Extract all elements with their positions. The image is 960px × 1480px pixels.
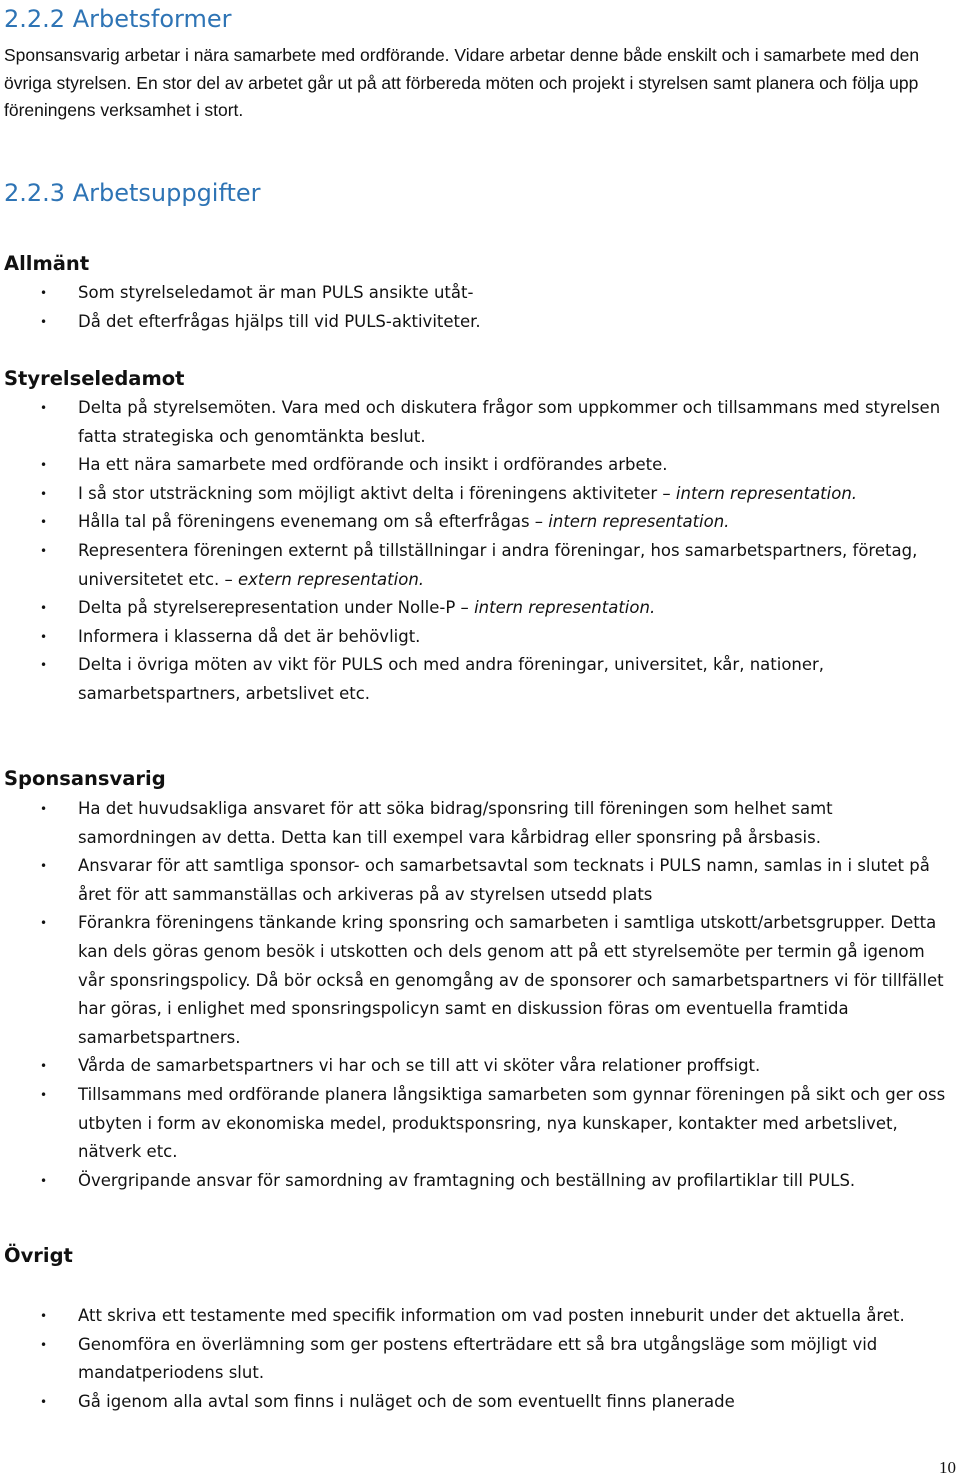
list-item <box>0 451 952 480</box>
section-heading-arbetsformer: 2.2.2 Arbetsformer <box>4 5 232 33</box>
list-item <box>0 537 952 594</box>
list-item-text: Ha ett nära samarbete med ordförande och insikt i ordförandes arbete. <box>78 455 668 475</box>
bullet-icon: • <box>40 515 48 530</box>
list-item <box>0 1167 952 1196</box>
list-item <box>0 480 952 509</box>
list-item <box>0 1331 952 1388</box>
list-item <box>0 1388 952 1417</box>
list-item <box>0 623 952 652</box>
bullet-icon: • <box>40 601 48 616</box>
bullet-icon: • <box>40 458 48 473</box>
subheading-sponsansvarig: Sponsansvarig <box>4 767 166 790</box>
allmant-list <box>0 279 952 336</box>
list-item <box>0 594 952 623</box>
subheading-ovrigt: Övrigt <box>4 1244 73 1267</box>
bullet-icon: • <box>40 1059 48 1074</box>
list-item <box>0 394 952 451</box>
list-item <box>0 795 952 852</box>
ovrigt-list <box>0 1302 952 1416</box>
list-item-text: Delta på styrelserepresentation under Nolle-P – <box>78 598 475 618</box>
list-item-text: Tillsammans med ordförande planera långsiktiga samarbeten som gynnar föreningen på sikt och ger oss utbyten i form av ekonomiska medel, produktsponsring, nya kunskaper, kontakter med arbetslivet, nätverk etc. <box>78 1084 946 1162</box>
list-item-text: Ha det huvudsakliga ansvaret för att söka bidrag/sponsring till föreningen som helhet samt samordningen av detta. Detta kan till exempel vara kårbidrag eller sponsring på årsbasis. <box>78 799 833 847</box>
list-item <box>0 1302 952 1331</box>
list-item-text: Informera i klasserna då det är behövligt. <box>78 626 421 646</box>
list-item-text: Representera föreningen externt på tillställningar i andra föreningar, hos samarbetspartners, företag, universitetet etc. – <box>78 540 918 589</box>
styrelseledamot-list <box>0 394 952 709</box>
list-item-emphasis: intern representation. <box>474 598 656 618</box>
list-item-emphasis: intern representation. <box>548 512 730 532</box>
list-item-text: Ansvarar för att samtliga sponsor- och samarbetsavtal som tecknats i PULS namn, samlas in i slutet på året för att sammanställas och arkiveras på av styrelsen utsedd plats <box>78 856 930 904</box>
section-heading-arbetsuppgifter: 2.2.3 Arbetsuppgifter <box>4 179 261 207</box>
list-item-text: Förankra föreningens tänkande kring sponsring och samarbeten i samtliga utskott/arbetsgrupper. Detta kan dels göras genom besök i utskotten och dels genom att på ett styrelsemöte per termin gå igenom vår sponsringspolicy. Då bör också en genomgång av de sponsorer och samarbetspartners vi för tillfället har göras, i enlighet med sponsringspolicyn samt en diskussion föras om eventuella framtida samarbetspartners. <box>78 913 944 1047</box>
list-item-text: Genomföra en överlämning som ger postens efterträdare ett så bra utgångsläge som möjligt vid mandatperiodens slut. <box>78 1334 878 1383</box>
subheading-styrelseledamot: Styrelseledamot <box>4 367 185 390</box>
list-item-text: Gå igenom alla avtal som finns i nuläget och de som eventuellt finns planerade <box>78 1391 735 1411</box>
bullet-icon: • <box>40 1173 48 1188</box>
bullet-icon: • <box>40 1394 48 1409</box>
list-item-text: Vårda de samarbetspartners vi har och se till att vi sköter våra relationer proffsigt. <box>78 1056 761 1076</box>
bullet-icon: • <box>40 1087 48 1102</box>
arbetsformer-paragraph: Sponsansvarig arbetar i nära samarbete med ordförande. Vidare arbetar denne både enskilt och i samarbete med den övriga styrelsen. En stor del av arbetet går ut på att förbereda möten och projekt i styrelsen samt planera och följa upp föreningens verksamhet i stort. <box>4 45 920 120</box>
list-item <box>0 508 952 537</box>
list-item-text: Övergripande ansvar för samordning av framtagning och beställning av profilartiklar till PULS. <box>78 1170 856 1190</box>
bullet-icon: • <box>40 859 48 874</box>
subheading-allmant: Allmänt <box>4 252 90 275</box>
bullet-icon: • <box>40 1337 48 1352</box>
bullet-icon: • <box>40 1309 48 1323</box>
list-item-text: Delta i övriga möten av vikt för PULS och med andra föreningar, universitet, kår, nationer, samarbetspartners, arbetslivet etc. <box>78 655 825 703</box>
list-item <box>0 308 952 337</box>
list-item-text: Att skriva ett testamente med specifik information om vad posten inneburit under det aktuella året. <box>78 1306 905 1325</box>
bullet-icon: • <box>40 543 48 558</box>
bullet-icon: • <box>40 916 48 931</box>
list-item <box>0 909 952 1052</box>
bullet-icon: • <box>40 286 48 300</box>
list-item-emphasis: intern representation. <box>675 483 858 503</box>
list-item <box>0 1081 952 1167</box>
sponsansvarig-list <box>0 795 952 1195</box>
bullet-icon: • <box>40 802 48 816</box>
list-item <box>0 1052 952 1081</box>
bullet-icon: • <box>40 486 48 501</box>
list-item-text: Hålla tal på föreningens evenemang om så efterfrågas – <box>78 512 549 532</box>
bullet-icon: • <box>40 658 48 673</box>
bullet-icon: • <box>40 629 48 644</box>
list-item-text: Delta på styrelsemöten. Vara med och diskutera frågor som uppkommer och tillsammans med styrelsen fatta strategiska och genomtänkta beslut. <box>78 398 941 446</box>
list-item-emphasis: extern representation. <box>238 569 425 589</box>
list-item-text: Som styrelseledamot är man PULS ansikte utåt- <box>78 283 474 302</box>
list-item <box>0 279 952 308</box>
list-item-text: Då det efterfrågas hjälps till vid PULS-aktiviteter. <box>78 311 481 331</box>
list-item <box>0 651 952 708</box>
bullet-icon: • <box>40 401 48 415</box>
page-number: 10 <box>939 1458 956 1477</box>
list-item <box>0 852 952 909</box>
list-item-text: I så stor utsträckning som möjligt aktivt delta i föreningens aktiviteter – <box>78 483 676 503</box>
bullet-icon: • <box>40 314 48 329</box>
